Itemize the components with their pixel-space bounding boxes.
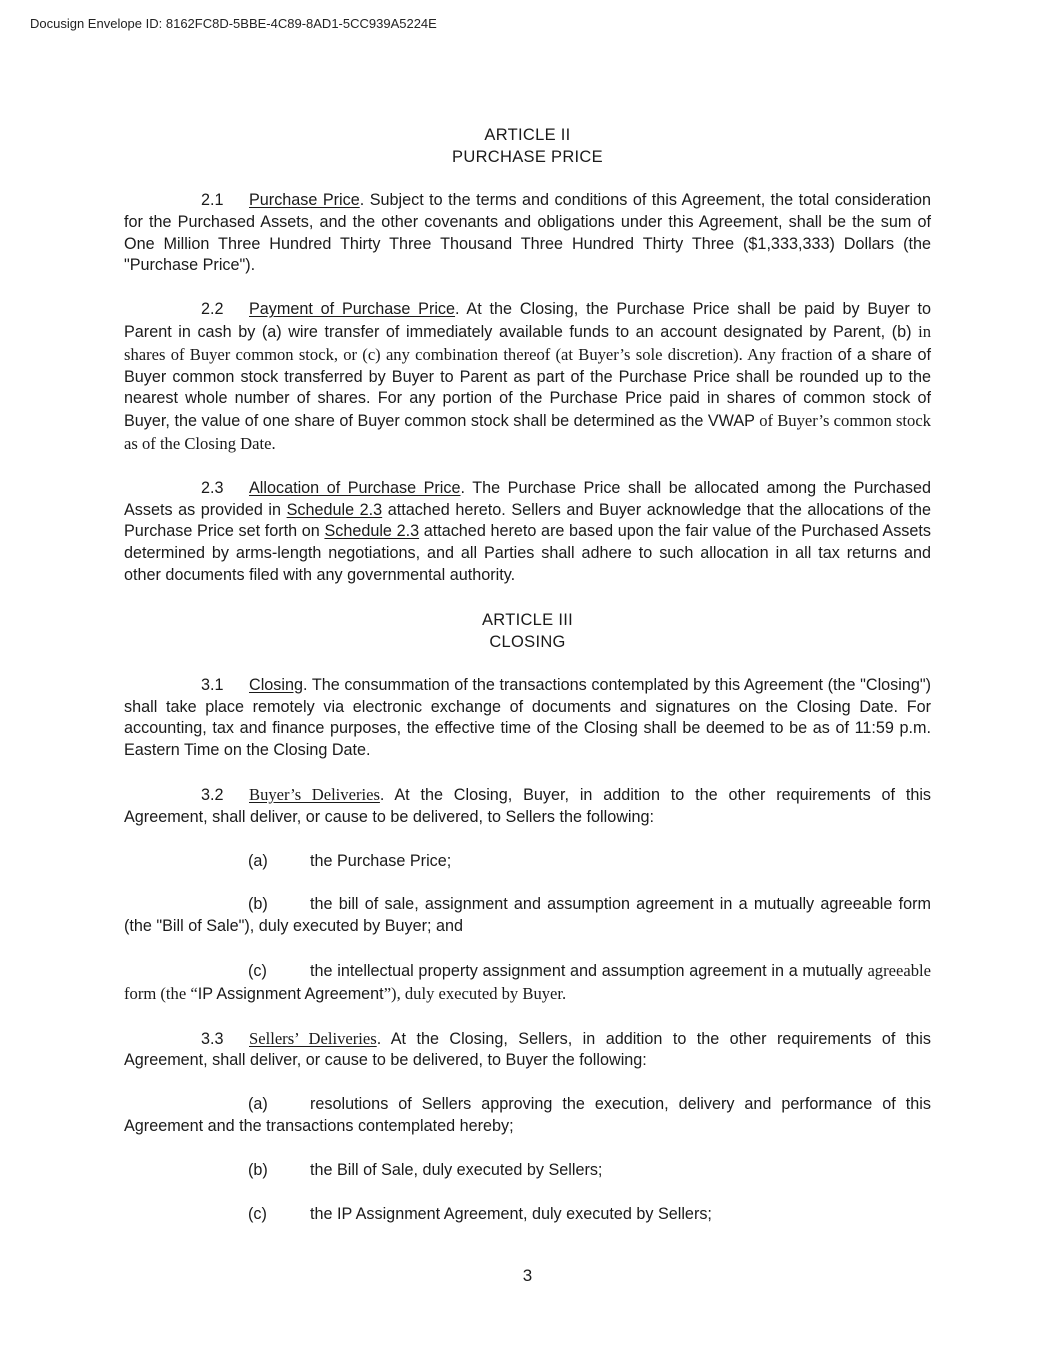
- section-heading: Payment of Purchase Price: [249, 300, 456, 319]
- seller-delivery-item-c: [124, 1204, 931, 1226]
- schedule-2-3-link[interactable]: Schedule 2.3: [286, 500, 383, 519]
- document-page: [124, 124, 931, 1247]
- section-text: . At the Closing, Buyer, in addition to the other requirements of this Agreement, shall deliver, or cause to be delivered, to Sellers the following:: [124, 785, 932, 826]
- section-text: . Subject to the terms and conditions of this Agreement, the total consideration for the Purchased Assets, and the other covenants and obligations under this Agreement, shall be the sum of One Million Three Hundred Thirty Three Thousand Three Hundred Thirty Three ($1,333,333) Dollars (the "Purchase Price").: [124, 191, 931, 275]
- section-number: 3.3: [201, 1029, 224, 1048]
- docusign-envelope-id: Docusign Envelope ID: 8162FC8D-5BBE-4C89-8AD1-5CC939A5224E: [30, 16, 437, 31]
- section-3-2: [124, 784, 931, 829]
- article-3-heading: [124, 609, 931, 653]
- article-title: PURCHASE PRICE: [452, 148, 603, 166]
- section-text: . At the Closing, Sellers, in addition to the other requirements of this Agreement, shall deliver, or cause to be delivered, to Buyer the following:: [124, 1029, 931, 1070]
- section-text: of a share of Buyer common stock transferred by Buyer to Parent as part of the Purchase Price shall be rounded up to the nearest whole number of shares. For any portion of the Purchase Price paid in shares of common stock of Buyer, the value of one share of Buyer common stock shall be determined as the VWAP: [124, 345, 932, 431]
- section-heading: Purchase Price: [249, 191, 360, 209]
- section-heading: Closing: [249, 675, 303, 694]
- item-label: (a): [248, 1095, 268, 1114]
- section-number: 3.2: [201, 785, 224, 804]
- schedule-2-3-link[interactable]: Schedule 2.3: [324, 522, 420, 541]
- buyer-delivery-item-b: [124, 894, 931, 938]
- section-number: 2.2: [201, 300, 224, 319]
- section-number: 3.1: [201, 675, 224, 694]
- section-number: 2.1: [201, 191, 224, 209]
- section-heading: Allocation of Purchase Price: [249, 478, 461, 497]
- section-text: . At the Closing, the Purchase Price shall be paid by Buyer to Parent in cash by (a) wire transfer of immediately available funds to an account designated by Parent, (b): [124, 300, 931, 341]
- article-title: CLOSING: [489, 632, 566, 651]
- item-text: IP Assignment Agreement: [197, 984, 384, 1003]
- section-3-3: [124, 1028, 931, 1073]
- item-label: (b): [248, 1160, 268, 1179]
- seller-delivery-item-b: [124, 1160, 931, 1182]
- section-text-serif: in shares of Buyer common stock, or (c) any combination thereof (at Buyer’s sole discretion). Any fraction: [124, 321, 931, 364]
- item-text: resolutions of Sellers approving the execution, delivery and performance of this Agreement and the transactions contemplated hereby;: [124, 1095, 931, 1135]
- item-text-serif: agreeable form (the “: [124, 960, 931, 1003]
- buyer-delivery-item-c: [124, 960, 931, 1006]
- section-number: 2.3: [201, 478, 224, 497]
- item-text-serif: ”), duly executed by Buyer.: [383, 983, 567, 1003]
- page-number: 3: [522, 1266, 533, 1285]
- item-label: (a): [248, 851, 268, 870]
- section-text: . The consummation of the transactions contemplated by this Agreement (the "Closing") shall take place remotely via electronic exchange of documents and signatures on the Closing Date. For accounting, tax and finance purposes, the effective time of the Closing shall be deemed to be as of 11:59 p.m. Eastern Time on the Closing Date.: [124, 675, 931, 760]
- buyer-delivery-item-a: [124, 851, 931, 873]
- item-text: the intellectual property assignment and assumption agreement in a mutually: [310, 961, 868, 980]
- section-2-3: [124, 478, 931, 587]
- article-label: ARTICLE II: [484, 126, 571, 144]
- section-3-1: [124, 675, 931, 762]
- section-text: attached hereto are based upon the fair value of the Purchased Assets determined by arms-length negotiations, and all Parties shall adhere to such allocation in all tax returns and other documents filed with any governmental authority.: [124, 522, 931, 584]
- section-text: attached hereto. Sellers and Buyer acknowledge that the allocations of the Purchase Price set forth on: [124, 500, 931, 541]
- article-label: ARTICLE III: [481, 610, 574, 629]
- section-2-2: [124, 299, 931, 456]
- item-text: the Purchase Price;: [310, 851, 452, 870]
- item-label: (c): [248, 1204, 267, 1223]
- item-label: (c): [248, 961, 267, 980]
- section-text-serif: of Buyer’s common stock as of the Closing Date.: [124, 411, 931, 453]
- item-label: (b): [248, 895, 268, 914]
- section-text: . The Purchase Price shall be allocated among the Purchased Assets as provided in: [124, 478, 932, 519]
- section-heading: Sellers’ Deliveries: [249, 1028, 377, 1048]
- item-text: the bill of sale, assignment and assumption agreement in a mutually agreeable form (the "Bill of Sale"), duly executed by Buyer; and: [124, 895, 931, 936]
- item-text: the IP Assignment Agreement, duly executed by Sellers;: [310, 1204, 712, 1223]
- section-2-1: [124, 190, 931, 277]
- article-2-heading: [124, 124, 931, 168]
- section-heading: Buyer’s Deliveries: [249, 784, 380, 804]
- item-text: the Bill of Sale, duly executed by Sellers;: [310, 1160, 603, 1179]
- seller-delivery-item-a: [124, 1094, 931, 1138]
